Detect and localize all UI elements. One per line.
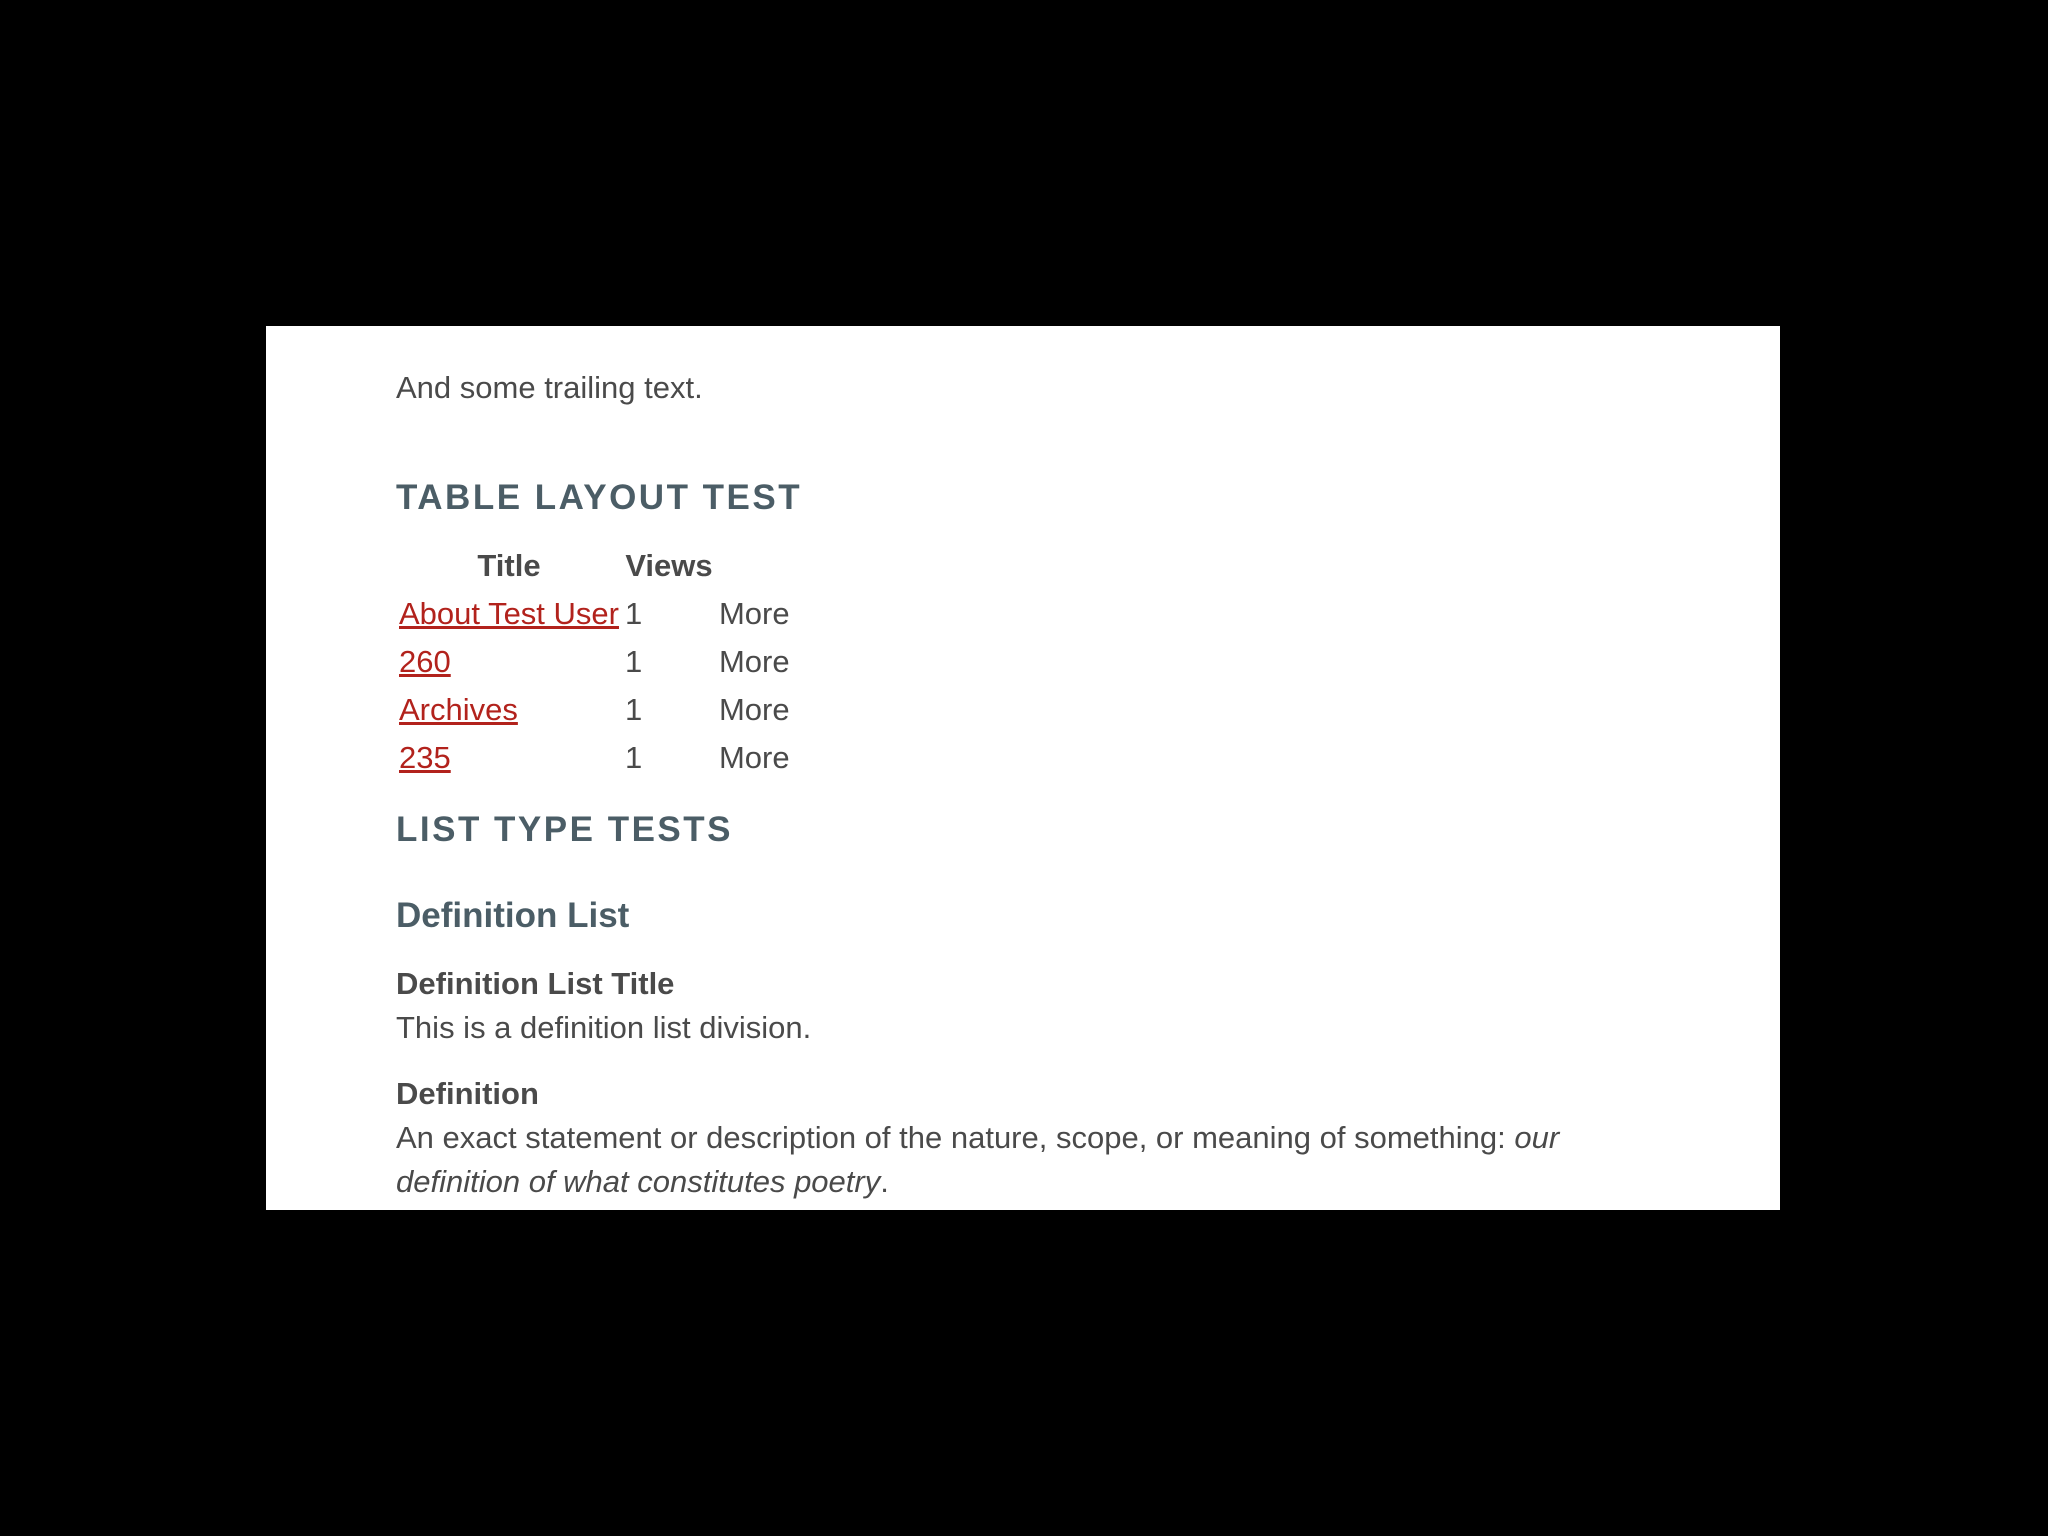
- definition-list-heading: Definition List: [396, 896, 630, 935]
- row-title-link[interactable]: 235: [399, 740, 451, 775]
- definition-term: Definition: [396, 1076, 539, 1111]
- row-views-cell: 1: [624, 692, 643, 727]
- row-title-cell: [396, 734, 622, 782]
- row-title-cell: [396, 638, 622, 686]
- definition-term: Definition List Title: [396, 966, 675, 1001]
- trailing-text: And some trailing text.: [396, 370, 703, 405]
- column-header-title: Title: [477, 548, 541, 583]
- table-layout-heading: TABLE LAYOUT TEST: [396, 478, 803, 517]
- definition-example: our definition of what constitutes poetry: [396, 1120, 1560, 1199]
- row-title-link[interactable]: About Test User: [399, 596, 619, 631]
- table-row: [396, 638, 802, 686]
- row-title-link[interactable]: Archives: [399, 692, 518, 727]
- definition-description: [396, 1006, 1646, 1050]
- row-views-cell: 1: [624, 596, 643, 631]
- definition-list: [396, 962, 1646, 1210]
- definition-text: An exact statement or description of the nature, scope, or meaning of something:: [396, 1120, 1515, 1155]
- table-row: [396, 590, 802, 638]
- views-table: [396, 542, 802, 782]
- row-title-cell: [396, 686, 622, 734]
- table-row: [396, 734, 802, 782]
- row-more-text: More: [718, 740, 790, 775]
- row-more-text: More: [718, 692, 790, 727]
- column-header-views: Views: [625, 548, 713, 583]
- row-views-cell: 1: [624, 740, 643, 775]
- table-header-row: [396, 542, 802, 590]
- definition-tail: .: [880, 1164, 889, 1199]
- row-views-cell: 1: [624, 644, 643, 679]
- row-more-text: More: [718, 644, 790, 679]
- list-type-tests-heading: LIST TYPE TESTS: [396, 810, 733, 849]
- definition-description: [396, 1116, 1646, 1204]
- definition-text: This is a definition list division.: [396, 1010, 812, 1045]
- column-header-actions: [716, 542, 802, 590]
- row-title-cell: [396, 590, 622, 638]
- row-more-text: More: [718, 596, 790, 631]
- row-title-link[interactable]: 260: [399, 644, 451, 679]
- page-viewport: [266, 326, 1780, 1210]
- table-row: [396, 686, 802, 734]
